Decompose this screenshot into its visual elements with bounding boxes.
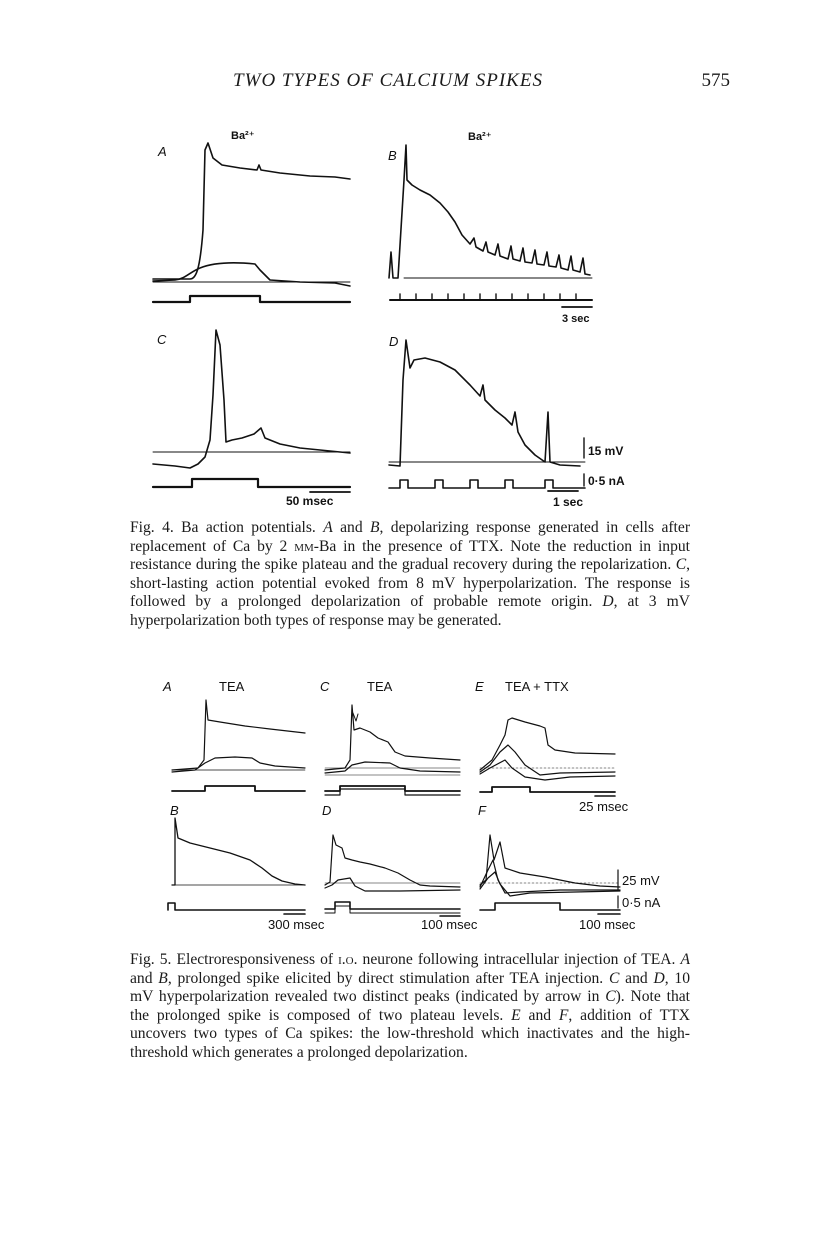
fig4-panel-d-current-scale: 0·5 nA [588, 474, 625, 488]
fig5-panel-f-traces [480, 835, 620, 914]
fig4-panel-a-traces [153, 143, 350, 302]
page-number: 575 [701, 70, 730, 91]
fig4-caption-ref: A [323, 519, 333, 536]
fig5-panel-b-time-scale: 300 msec [268, 917, 325, 932]
fig4-caption [130, 519, 690, 631]
fig5-panel-e-traces [480, 718, 615, 796]
fig4-caption-text: -Ba in the presence of TTX. Note the reduction in input resistance during the spike plateau and the gradual recovery during the repolarization. [130, 537, 690, 574]
fig5-panel-f-current-scale: 0·5 nA [622, 895, 661, 910]
fig5-caption-abbrev: i.o. [338, 951, 358, 968]
fig5-panel-f-time-scale: 100 msec [579, 917, 636, 932]
fig5-caption-text: , addition of TTX uncovers two types of Ca spikes: the low-threshold which inactivates and the high-threshold which generates a prolonged depolarization. [130, 1006, 690, 1061]
fig5-panel-c-letter: C [320, 679, 330, 694]
fig5-caption-ref: C [608, 969, 620, 987]
fig5-caption-text: Fig. 5. Electroresponsiveness of [130, 951, 339, 968]
fig5-caption-text: , prolonged spike elicited by direct stimulation after TEA injection. [167, 969, 609, 987]
fig5-caption-text: and [520, 1006, 559, 1024]
fig4-caption-ref: D [602, 593, 614, 611]
fig4-caption-text: , depolarizing response generated in cells after replacement of Ca by 2 [130, 519, 691, 555]
fig5-panel-a-letter: A [163, 679, 172, 694]
fig4-panel-b-letter: B [388, 148, 397, 163]
fig5-panel-d-time-scale: 100 msec [421, 917, 478, 932]
fig5-panel-a-traces [172, 700, 305, 791]
fig5-caption-text: , 10 mV hyperpolarization revealed two distinct peaks (indicated by arrow in [130, 969, 691, 1006]
running-header-title: TWO TYPES OF CALCIUM SPIKES [233, 70, 543, 91]
fig5-panel-e-letter: E [475, 679, 484, 694]
fig4-panel-a-letter: A [158, 144, 167, 159]
fig4-caption-text: , at 3 mV hyperpolarization both types of response may be generated. [130, 593, 690, 629]
fig4-caption-unit: mm [294, 537, 314, 555]
fig5-panel-c-traces [325, 705, 460, 795]
fig4-panel-c-time-scale: 50 msec [286, 494, 334, 508]
fig4-caption-text: , short-lasting action potential evoked from 8 mV hyperpolarization. The response is followed by a prolonged depolarization of probable remote origin. [130, 556, 690, 611]
fig4-caption-ref: B [370, 519, 380, 536]
fig4-caption-text: Fig. 4. Ba action potentials. [130, 519, 324, 536]
fig5-panel-b-letter: B [170, 803, 179, 818]
fig5-panel-b-traces [168, 818, 305, 914]
fig5-caption-text: ). Note that the prolonged spike is composed of two plateau levels. [130, 988, 690, 1024]
fig4-panel-c-traces [153, 330, 350, 492]
fig5-caption-ref: F [558, 1006, 569, 1024]
fig4-panel-b-time-scale: 3 sec [562, 313, 590, 325]
fig5-caption-text: and [619, 969, 654, 987]
fig5-panel-d-traces [325, 835, 460, 916]
fig5-caption-ref: A [680, 951, 690, 968]
fig4-panel-d-time-scale: 1 sec [553, 495, 584, 509]
fig4-panel-a-ion: Ba²⁺ [231, 130, 255, 142]
fig5-caption-ref: E [511, 1006, 521, 1024]
fig5-panel-e-label: TEA + TTX [505, 679, 569, 694]
fig5-panel-c-label: TEA [367, 679, 393, 694]
fig5-panel-f-letter: F [478, 803, 486, 818]
fig5-caption-ref: B [158, 969, 168, 987]
fig5-caption-text: neurone following intracellular injection of TEA. [357, 951, 681, 968]
fig4-caption-ref: C [675, 556, 687, 574]
fig4-panel-b-ion: Ba²⁺ [468, 131, 492, 143]
fig5-caption-text: and [130, 969, 159, 987]
fig5-panel-a-label: TEA [219, 679, 245, 694]
fig5-panel-d-letter: D [322, 803, 332, 818]
fig5-caption-ref: C [605, 988, 616, 1006]
fig4-panel-d-letter: D [389, 334, 399, 349]
fig5-panel-f-voltage-scale: 25 mV [622, 873, 660, 888]
fig4-panel-d-voltage-scale: 15 mV [588, 444, 624, 458]
fig5-panel-e-time-scale: 25 msec [579, 799, 629, 814]
fig4-panel-b-traces [389, 145, 592, 307]
fig4-caption-text: and [332, 519, 370, 536]
fig5-caption-ref: D [653, 969, 665, 987]
fig4-panel-c-letter: C [157, 332, 167, 347]
fig4-panel-d-traces [389, 340, 585, 491]
fig5-caption [130, 951, 690, 1063]
